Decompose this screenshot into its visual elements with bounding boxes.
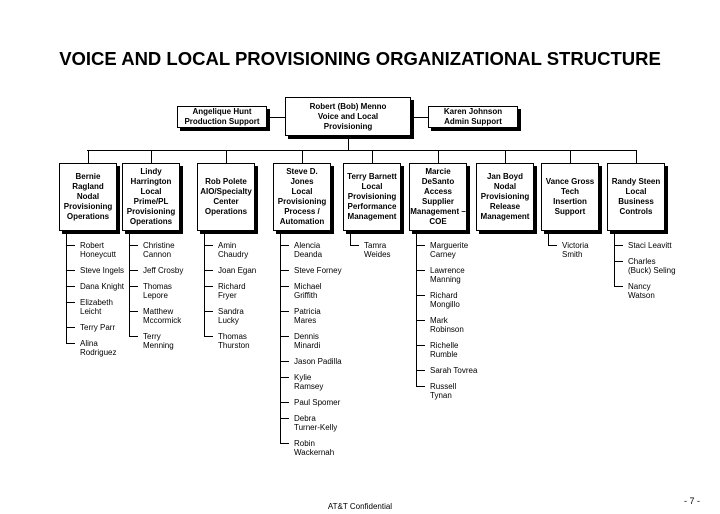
staff-list: [416, 241, 480, 407]
staff-name: Richard Fryer: [204, 282, 268, 300]
head-label: Robert (Bob) Menno Voice and Local Provisioning: [309, 101, 387, 131]
page-title: VOICE AND LOCAL PROVISIONING ORGANIZATIONAL STRUCTURE: [59, 48, 661, 69]
connector-line: [88, 150, 89, 163]
staff-list: [66, 241, 130, 364]
manager-box: [273, 163, 331, 231]
manager-label: Steve D. Jones Local Provisioning Process / Automation: [277, 167, 327, 226]
staff-list: [350, 241, 414, 266]
staff-spine-line: [614, 234, 615, 286]
staff-name: Joan Egan: [204, 266, 268, 275]
connector-line: [87, 150, 636, 151]
staff-list: [204, 241, 268, 357]
manager-box: [343, 163, 401, 231]
staff-name: Debra Turner-Kelly: [280, 414, 344, 432]
connector-line: [151, 150, 152, 163]
staff-name: Richard Mongillo: [416, 291, 480, 309]
manager-label: Bernie Ragland Nodal Provisioning Operations: [63, 172, 113, 221]
manager-label: Terry Barnett Local Provisioning Performance Management: [347, 172, 397, 221]
connector-line: [505, 150, 506, 163]
staff-name: Jason Padilla: [280, 357, 344, 366]
staff-name: Russell Tynan: [416, 382, 480, 400]
staff-name: Michael Griffith: [280, 282, 344, 300]
staff-name: Lawrence Manning: [416, 266, 480, 284]
manager-label: Jan Boyd Nodal Provisioning Release Management: [480, 172, 530, 221]
staff-list: [548, 241, 612, 266]
manager-box: [409, 163, 467, 231]
manager-box: [607, 163, 665, 231]
staff-name: Sandra Lucky: [204, 307, 268, 325]
staff-name: Patricia Mares: [280, 307, 344, 325]
staff-list: [280, 241, 344, 464]
staff-name: Dana Knight: [66, 282, 130, 291]
staff-name: Jeff Crosby: [129, 266, 193, 275]
connector-line: [302, 150, 303, 163]
staff-name: Robin Wackernah: [280, 439, 344, 457]
production-support-label: Angelique Hunt Production Support: [184, 107, 260, 126]
staff-spine-line: [416, 234, 417, 386]
manager-label: Vance Gross Tech Insertion Support: [545, 177, 595, 216]
manager-label: Marcie DeSanto Access Supplier Management – COE: [410, 167, 466, 226]
staff-name: Dennis Minardi: [280, 332, 344, 350]
connector-line: [411, 117, 428, 118]
staff-spine-line: [129, 234, 130, 336]
connector-line: [226, 150, 227, 163]
production-support-box: [177, 106, 267, 128]
connector-line: [348, 136, 349, 150]
staff-list: [614, 241, 678, 307]
staff-name: Kylie Ramsey: [280, 373, 344, 391]
staff-name: Sarah Tovrea: [416, 366, 480, 375]
staff-name: Matthew Mccormick: [129, 307, 193, 325]
staff-name: Staci Leavitt: [614, 241, 678, 250]
staff-spine-line: [548, 234, 549, 245]
staff-name: Thomas Thurston: [204, 332, 268, 350]
manager-box: [122, 163, 180, 231]
page-number: - 7 -: [683, 496, 700, 506]
connector-line: [636, 150, 637, 163]
staff-name: Marguerite Carney: [416, 241, 480, 259]
manager-label: Rob Polete AIO/Specialty Center Operations: [200, 177, 252, 216]
staff-name: Alina Rodriguez: [66, 339, 130, 357]
manager-box: [59, 163, 117, 231]
staff-name: Alencia Deanda: [280, 241, 344, 259]
connector-line: [570, 150, 571, 163]
staff-name: Tamra Weides: [350, 241, 414, 259]
staff-name: Steve Ingels: [66, 266, 130, 275]
staff-name: Richelle Rumble: [416, 341, 480, 359]
staff-name: Nancy Watson: [614, 282, 678, 300]
staff-name: Terry Parr: [66, 323, 130, 332]
staff-name: Mark Robinson: [416, 316, 480, 334]
staff-list: [129, 241, 193, 357]
staff-name: Steve Forney: [280, 266, 344, 275]
staff-name: Elizabeth Leicht: [66, 298, 130, 316]
manager-label: Lindy Harrington Local Prime/PL Provisioning Operations: [126, 167, 176, 226]
manager-box: [541, 163, 599, 231]
manager-box: [476, 163, 534, 231]
staff-name: Robert Honeycutt: [66, 241, 130, 259]
staff-spine-line: [280, 234, 281, 443]
admin-support-label: Karen Johnson Admin Support: [443, 107, 503, 126]
staff-spine-line: [66, 234, 67, 343]
connector-line: [372, 150, 373, 163]
admin-support-box: [428, 106, 518, 128]
connector-line: [267, 117, 285, 118]
staff-name: Christine Cannon: [129, 241, 193, 259]
manager-box: [197, 163, 255, 231]
staff-name: Thomas Lepore: [129, 282, 193, 300]
staff-name: Paul Spomer: [280, 398, 344, 407]
staff-name: Victoria Smith: [548, 241, 612, 259]
staff-name: Amin Chaudry: [204, 241, 268, 259]
head-box: [285, 97, 411, 136]
staff-name: Terry Menning: [129, 332, 193, 350]
staff-spine-line: [350, 234, 351, 245]
staff-spine-line: [204, 234, 205, 336]
manager-label: Randy Steen Local Business Controls: [611, 177, 661, 216]
connector-line: [438, 150, 439, 163]
staff-name: Charles (Buck) Seling: [614, 257, 678, 275]
footer-confidential: AT&T Confidential: [327, 502, 393, 511]
